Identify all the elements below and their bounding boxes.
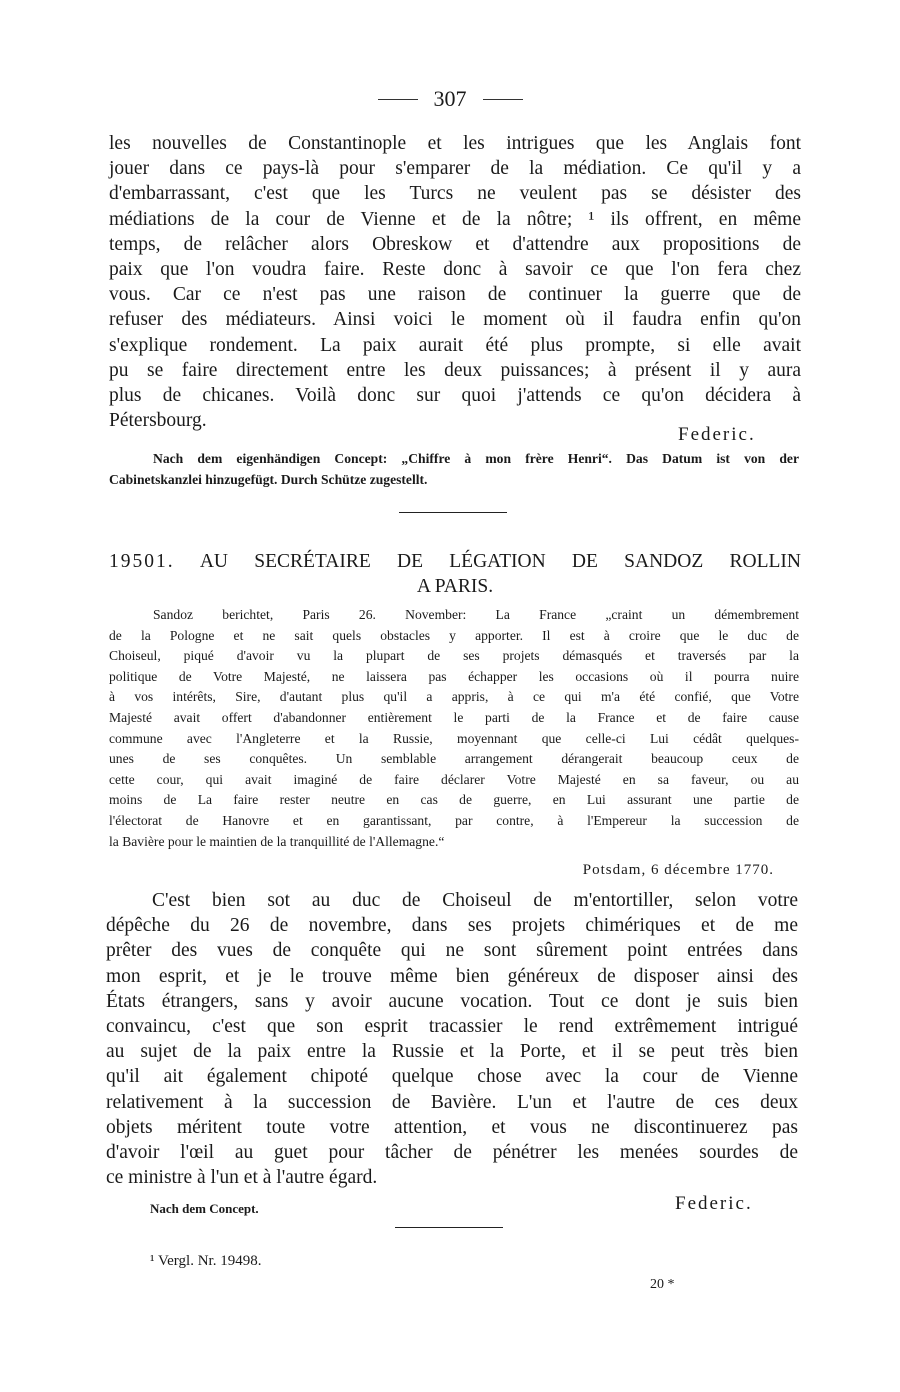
letter1-text <box>109 131 801 433</box>
report-line: cette cour, qui avait imaginé de faire déclarer Votre Majesté en sa faveur, ou au <box>109 771 799 787</box>
letter1-source-note <box>109 449 799 490</box>
note-line: Cabinetskanzlei hinzugefügt. Durch Schütze zugestellt. <box>109 471 428 487</box>
text-line: États étrangers, sans y avoir aucune vocation. Tout ce dont je suis bien <box>106 990 798 1012</box>
text-line: convaincu, c'est que son esprit tracassier le rend extrêmement intrigué <box>106 1016 798 1038</box>
letter2-report <box>109 605 799 852</box>
note-line: Nach dem eigenhändigen Concept: „Chiffre à mon frère Henri“. Das Datum ist von der <box>153 451 799 466</box>
text-line: mon esprit, et je le trouve même bien généreux de disposer ainsi des <box>106 965 798 987</box>
text-line: d'avoir l'œil au guet pour tâcher de pénétrer les menées sourdes de <box>106 1142 798 1164</box>
text-line: C'est bien sot au duc de Choiseul de m'entortiller, selon votre <box>152 890 798 911</box>
text-line: ce ministre à l'un et à l'autre égard. <box>106 1167 378 1189</box>
text-line: paix que l'on voudra faire. Reste donc à savoir ce que l'on fera chez <box>109 259 801 281</box>
text-line: s'explique rondement. La paix aurait été plus prompte, si elle avait <box>109 334 801 356</box>
text-line: relativement à la succession de Bavière. L'un et l'autre de ces deux <box>106 1091 798 1113</box>
text-line: les nouvelles de Constantinople et les intrigues que les Anglais font <box>109 133 801 154</box>
text-line: prêter des vues de conquête qui ne sont sûrement point entrées dans <box>106 940 798 962</box>
letter2-source-note: Nach dem Concept. <box>150 1201 259 1216</box>
text-line: refuser des médiateurs. Ainsi voici le moment où il faudra enfin qu'on <box>109 309 801 331</box>
report-line: la Bavière pour le maintien de la tranquillité de l'Allemagne.“ <box>109 833 445 849</box>
letter2-title-line1 <box>109 549 801 574</box>
report-line: Choiseul, piqué d'avoir vu la plupart de ses projets démasqués et traversés par la <box>109 648 799 664</box>
signature-mark: 20 * <box>650 1277 675 1292</box>
text-line: au sujet de la paix entre la Russie et la Porte, et il se peut très bien <box>106 1041 798 1063</box>
report-line: Majesté avait offert d'abandonner entièrement le parti de la France et de faire cause <box>109 709 799 725</box>
report-line: politique de Votre Majesté, ne laissera pas échapper les occasions où il pourra nuire <box>109 668 799 684</box>
letter2-title-line2: A PARIS. <box>416 576 494 597</box>
text-line: d'embarrassant, c'est que les Turcs ne veulent pas se désister des <box>109 183 801 205</box>
text-line: dépêche du 26 de novembre, dans ses projets chimériques et de me <box>106 915 798 937</box>
page-header <box>0 86 900 112</box>
letter1-signature: Federic. <box>678 424 756 445</box>
letter2-dateline: Potsdam, 6 décembre 1770. <box>582 862 774 878</box>
section-divider <box>395 1227 503 1228</box>
header-dash-right <box>483 99 523 100</box>
section-divider <box>399 512 507 513</box>
text-line: médiations de la cour de Vienne et de la nôtre; ¹ ils offrent, en même <box>109 208 801 230</box>
report-line: l'électorat de Hanovre et en garantissant, par contre, à l'Empereur la succession de <box>109 812 799 828</box>
footnote: ¹ Vergl. Nr. 19498. <box>150 1253 262 1269</box>
text-line: plus de chicanes. Voilà donc sur quoi j'attends ce qu'on décidera à <box>109 385 801 407</box>
text-line: vous. Car ce n'est pas une raison de continuer la guerre que de <box>109 284 801 306</box>
letter2-body <box>106 888 798 1190</box>
report-line: commune avec l'Angleterre et la Russie, moyennant que celle-ci Lui cédât quelques- <box>109 730 799 746</box>
report-line: Sandoz berichtet, Paris 26. November: La France „craint un démembrement <box>153 607 799 622</box>
text-line: qu'il ait également chipoté quelque chose avec la cour de Vienne <box>106 1066 798 1088</box>
report-line: moins de La faire rester neutre en cas de guerre, en Lui assurant une partie de <box>109 792 799 808</box>
text-line: temps, de relâcher alors Obreskow et d'attendre aux propositions de <box>109 233 801 255</box>
letter-number: 19501. <box>109 551 175 572</box>
page-number: 307 <box>433 86 467 111</box>
report-line: à vos intérêts, Sire, d'autant plus qu'il a appris, à ce qui m'a été confié, que Votre <box>109 689 799 705</box>
text-line: objets méritent toute votre attention, et vous ne discontinuerez pas <box>106 1116 798 1138</box>
letter2-signature: Federic. <box>675 1193 753 1214</box>
header-dash-left <box>378 99 418 100</box>
report-line: unes de ses conquêtes. Un semblable arrangement dérangerait beaucoup ceux de <box>109 751 799 767</box>
report-line: de la Pologne et ne sait quels obstacles y apporter. Il est à croire que le duc de <box>109 627 799 643</box>
text-line: jouer dans ce pays-là pour s'emparer de la médiation. Ce qu'il y a <box>109 158 801 180</box>
text-line: Pétersbourg. <box>109 410 207 432</box>
text-line: pu se faire directement entre les deux puissances; à présent il y aura <box>109 359 801 381</box>
letter2-title <box>109 549 801 599</box>
title-text: AU SECRÉTAIRE DE LÉGATION DE SANDOZ ROLLIN <box>199 551 801 572</box>
